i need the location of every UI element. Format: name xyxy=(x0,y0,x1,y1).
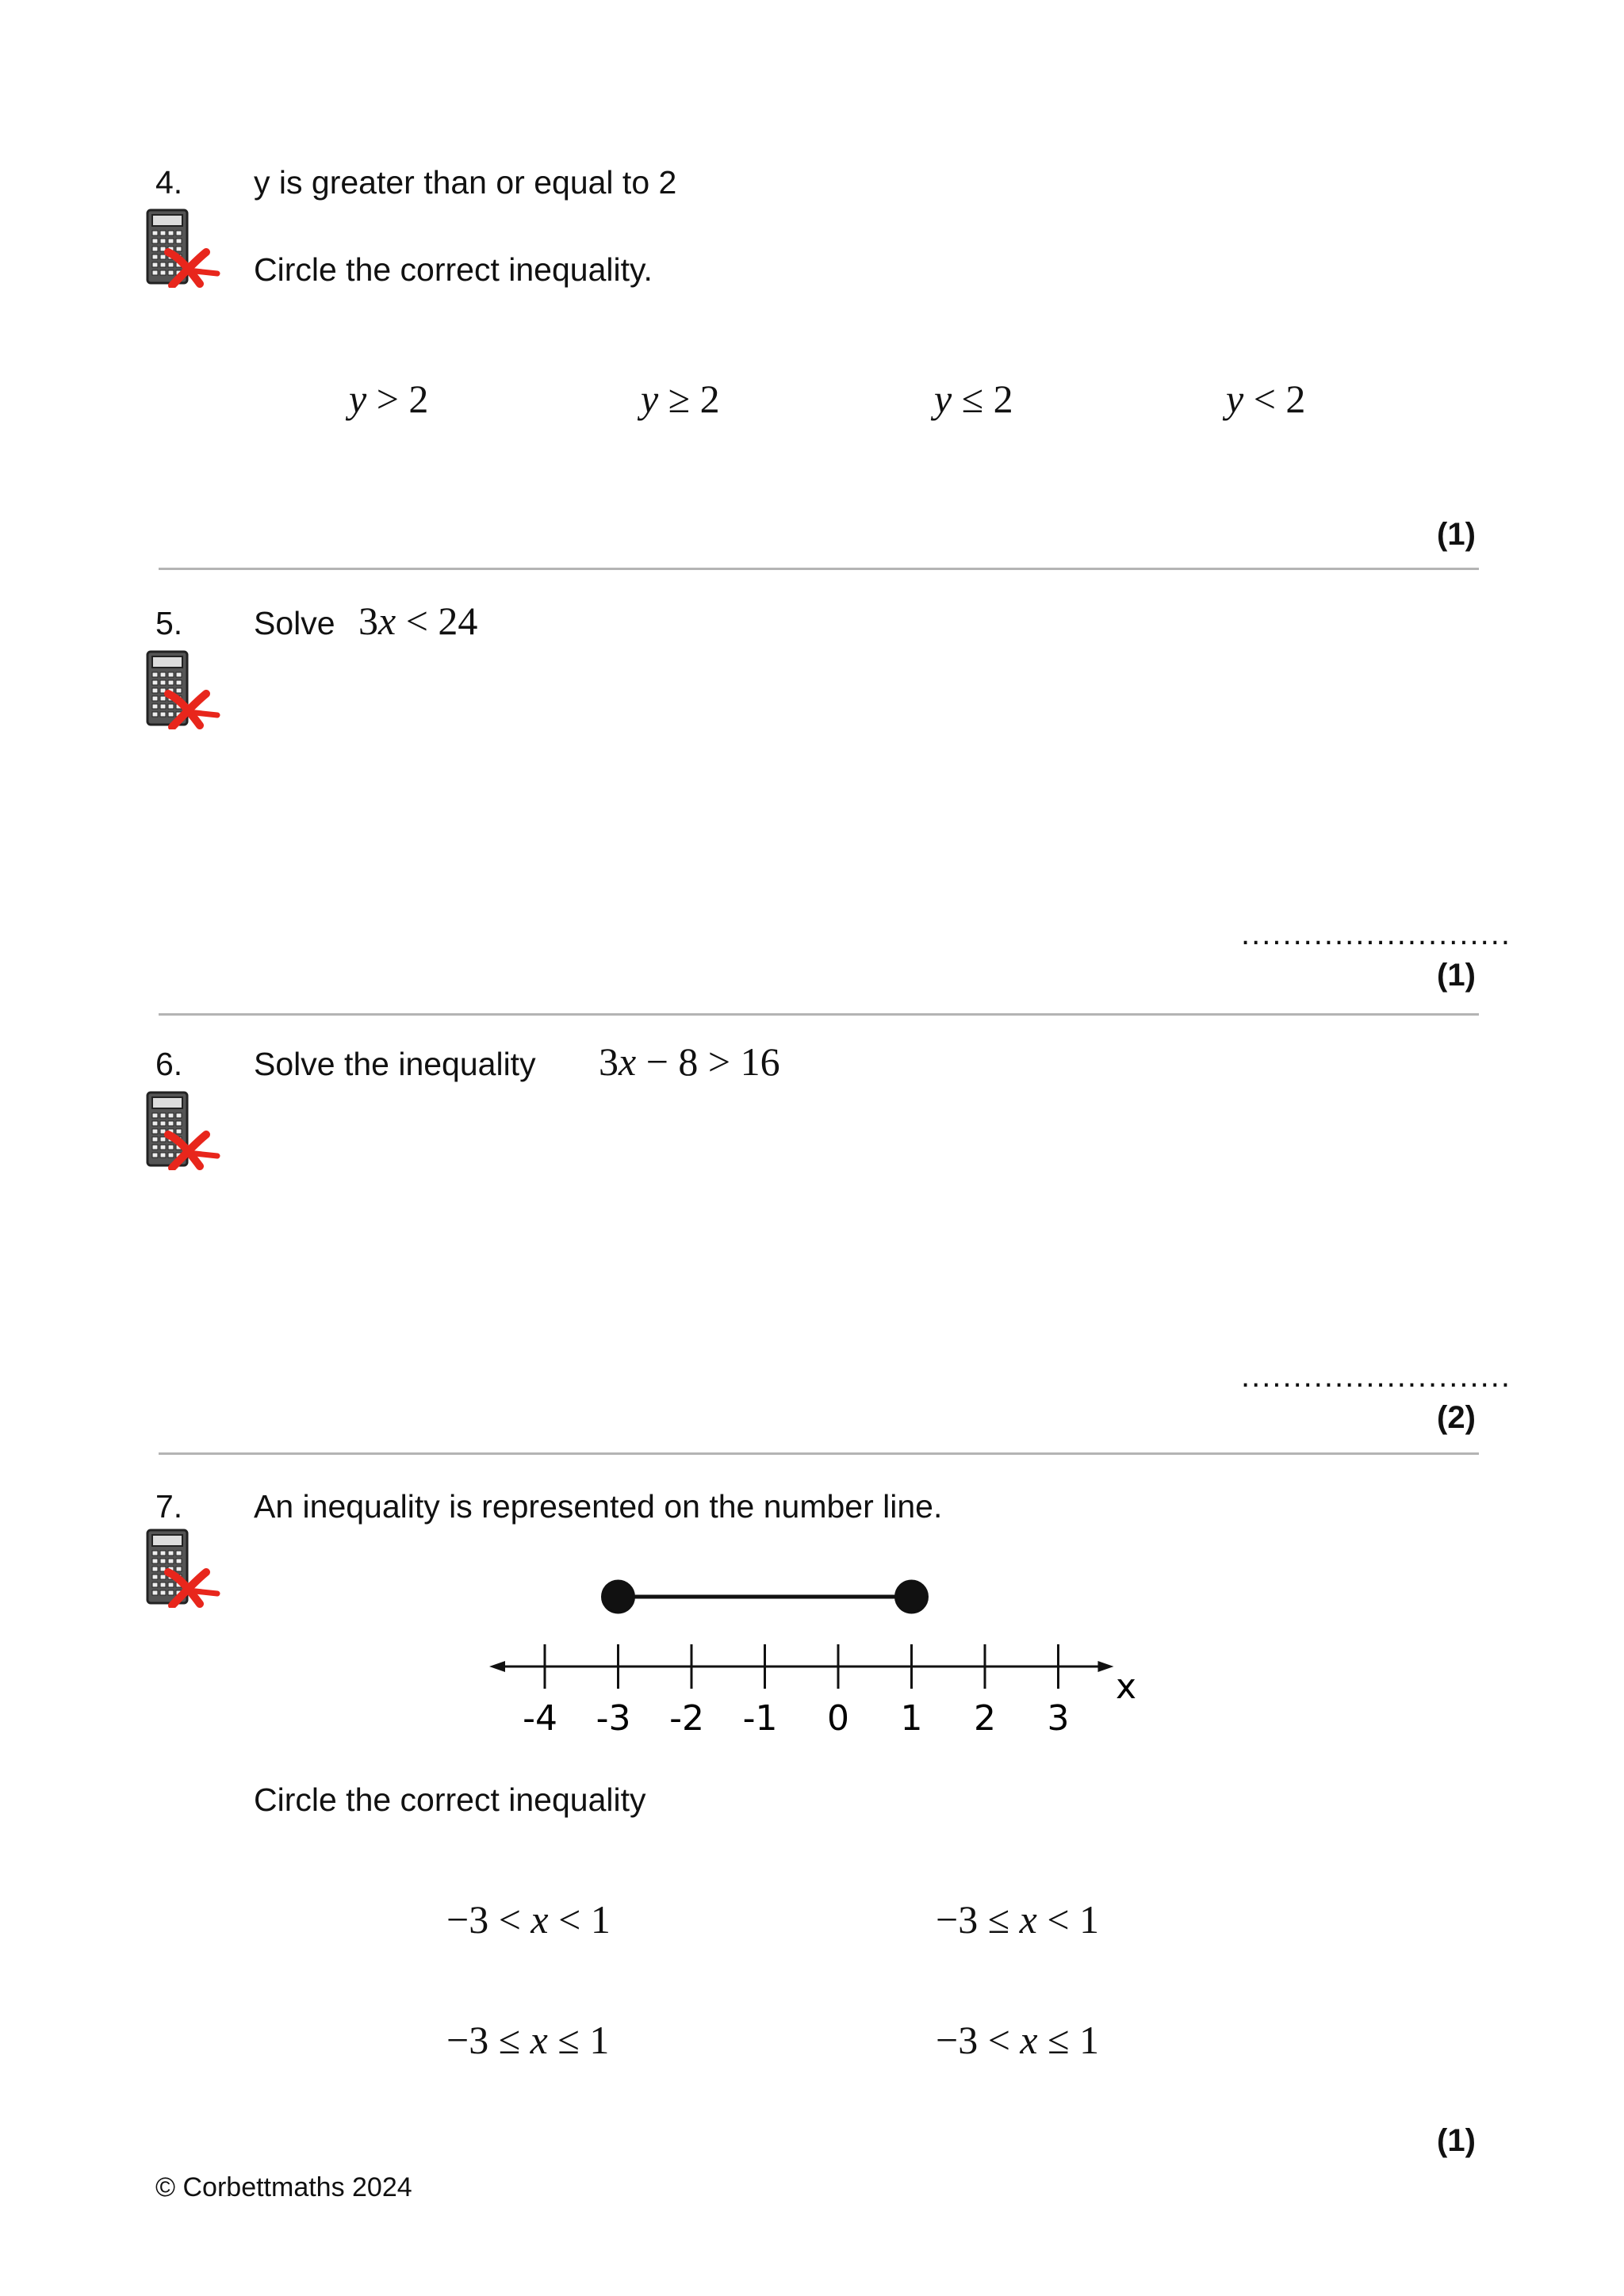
answer-line[interactable]: .......................... xyxy=(1241,916,1511,951)
coefficient: 3 xyxy=(358,599,378,643)
no-calculator-icon xyxy=(144,650,224,729)
no-calculator-icon xyxy=(144,209,224,288)
question-instruction: Circle the correct inequality. xyxy=(254,251,653,288)
marks-label: (1) xyxy=(1437,517,1476,552)
arrow-right-icon xyxy=(1098,1661,1114,1672)
inequality-option[interactable] xyxy=(1226,379,1305,419)
tick-label: -2 xyxy=(669,1698,704,1739)
question-statement: y is greater than or equal to 2 xyxy=(254,164,677,201)
relation: ≤ xyxy=(987,1897,1010,1942)
section-divider xyxy=(159,1013,1479,1016)
relation: < xyxy=(498,1897,521,1942)
question-number: 6. xyxy=(155,1046,183,1082)
arrow-left-icon xyxy=(489,1661,505,1672)
answer-line[interactable]: .......................... xyxy=(1241,1359,1511,1394)
variable: x xyxy=(530,1897,549,1942)
marks-label: (1) xyxy=(1437,2123,1476,2158)
marks-label: (1) xyxy=(1437,958,1476,993)
closed-endpoint xyxy=(603,1581,634,1613)
expression-rest: − 8 > 16 xyxy=(636,1039,780,1084)
value: 2 xyxy=(699,377,720,421)
closed-endpoint xyxy=(896,1581,928,1613)
tick-label: 2 xyxy=(974,1698,996,1739)
relation: ≤ xyxy=(498,2018,521,2062)
relation: ≥ xyxy=(668,377,691,421)
lower-bound: −3 xyxy=(936,2018,979,2062)
variable: y xyxy=(934,377,952,421)
question-prompt: Solve xyxy=(254,605,335,641)
relation: > xyxy=(376,377,399,421)
lower-bound: −3 xyxy=(936,1897,979,1942)
value: 2 xyxy=(1285,377,1306,421)
relation: ≤ xyxy=(961,377,984,421)
variable: x xyxy=(619,1039,637,1084)
value: 2 xyxy=(408,377,429,421)
relation: < xyxy=(1253,377,1276,421)
tick-label: 0 xyxy=(827,1698,849,1739)
question-instruction: Circle the correct inequality xyxy=(254,1781,646,1818)
inequality-option[interactable] xyxy=(934,379,1013,419)
inequality-option[interactable] xyxy=(349,379,428,419)
inequality-option[interactable] xyxy=(936,1897,1100,1942)
section-divider xyxy=(159,1452,1479,1455)
axis-label: x xyxy=(1115,1667,1137,1707)
variable: x xyxy=(1020,2018,1038,2062)
variable: y xyxy=(349,377,367,421)
variable: y xyxy=(1226,377,1244,421)
tick-label: 3 xyxy=(1047,1698,1070,1739)
inequality-expression xyxy=(599,1039,780,1084)
no-calculator-icon xyxy=(144,1529,224,1608)
question-number: 5. xyxy=(155,605,183,641)
upper-bound: 1 xyxy=(1079,2018,1100,2062)
tick-label: -3 xyxy=(596,1698,631,1739)
variable: x xyxy=(1019,1897,1037,1942)
marks-label: (2) xyxy=(1437,1400,1476,1435)
upper-bound: 1 xyxy=(590,1897,611,1942)
upper-bound: 1 xyxy=(589,2018,610,2062)
tick-label: -1 xyxy=(742,1698,778,1739)
inequality-option[interactable] xyxy=(641,379,720,419)
inequality-expression xyxy=(358,601,477,641)
upper-bound: 1 xyxy=(1079,1897,1100,1942)
tick-label: 1 xyxy=(900,1698,923,1739)
question-statement: An inequality is represented on the number line. xyxy=(254,1488,943,1525)
coefficient: 3 xyxy=(599,1039,619,1084)
inequality-option[interactable] xyxy=(446,2020,609,2060)
variable: y xyxy=(641,377,659,421)
question-number: 7. xyxy=(155,1488,183,1525)
no-calculator-icon xyxy=(144,1091,224,1170)
expression-rest: < 24 xyxy=(396,599,478,643)
question-number: 4. xyxy=(155,164,183,201)
relation: < xyxy=(558,1897,581,1942)
inequality-option[interactable] xyxy=(936,2020,1099,2060)
lower-bound: −3 xyxy=(446,1897,489,1942)
tick-label: -4 xyxy=(523,1698,557,1739)
variable: x xyxy=(530,2018,548,2062)
number-line-diagram xyxy=(476,1570,1158,1752)
section-divider xyxy=(159,568,1479,570)
relation: ≤ xyxy=(557,2018,580,2062)
question-prompt: Solve the inequality xyxy=(254,1046,536,1082)
relation: < xyxy=(987,2018,1010,2062)
relation: ≤ xyxy=(1048,2018,1070,2062)
lower-bound: −3 xyxy=(446,2018,489,2062)
copyright-footer: © Corbettmaths 2024 xyxy=(155,2172,412,2202)
variable: x xyxy=(378,599,396,643)
value: 2 xyxy=(993,377,1013,421)
relation: < xyxy=(1047,1897,1070,1942)
inequality-option[interactable] xyxy=(446,1897,611,1942)
